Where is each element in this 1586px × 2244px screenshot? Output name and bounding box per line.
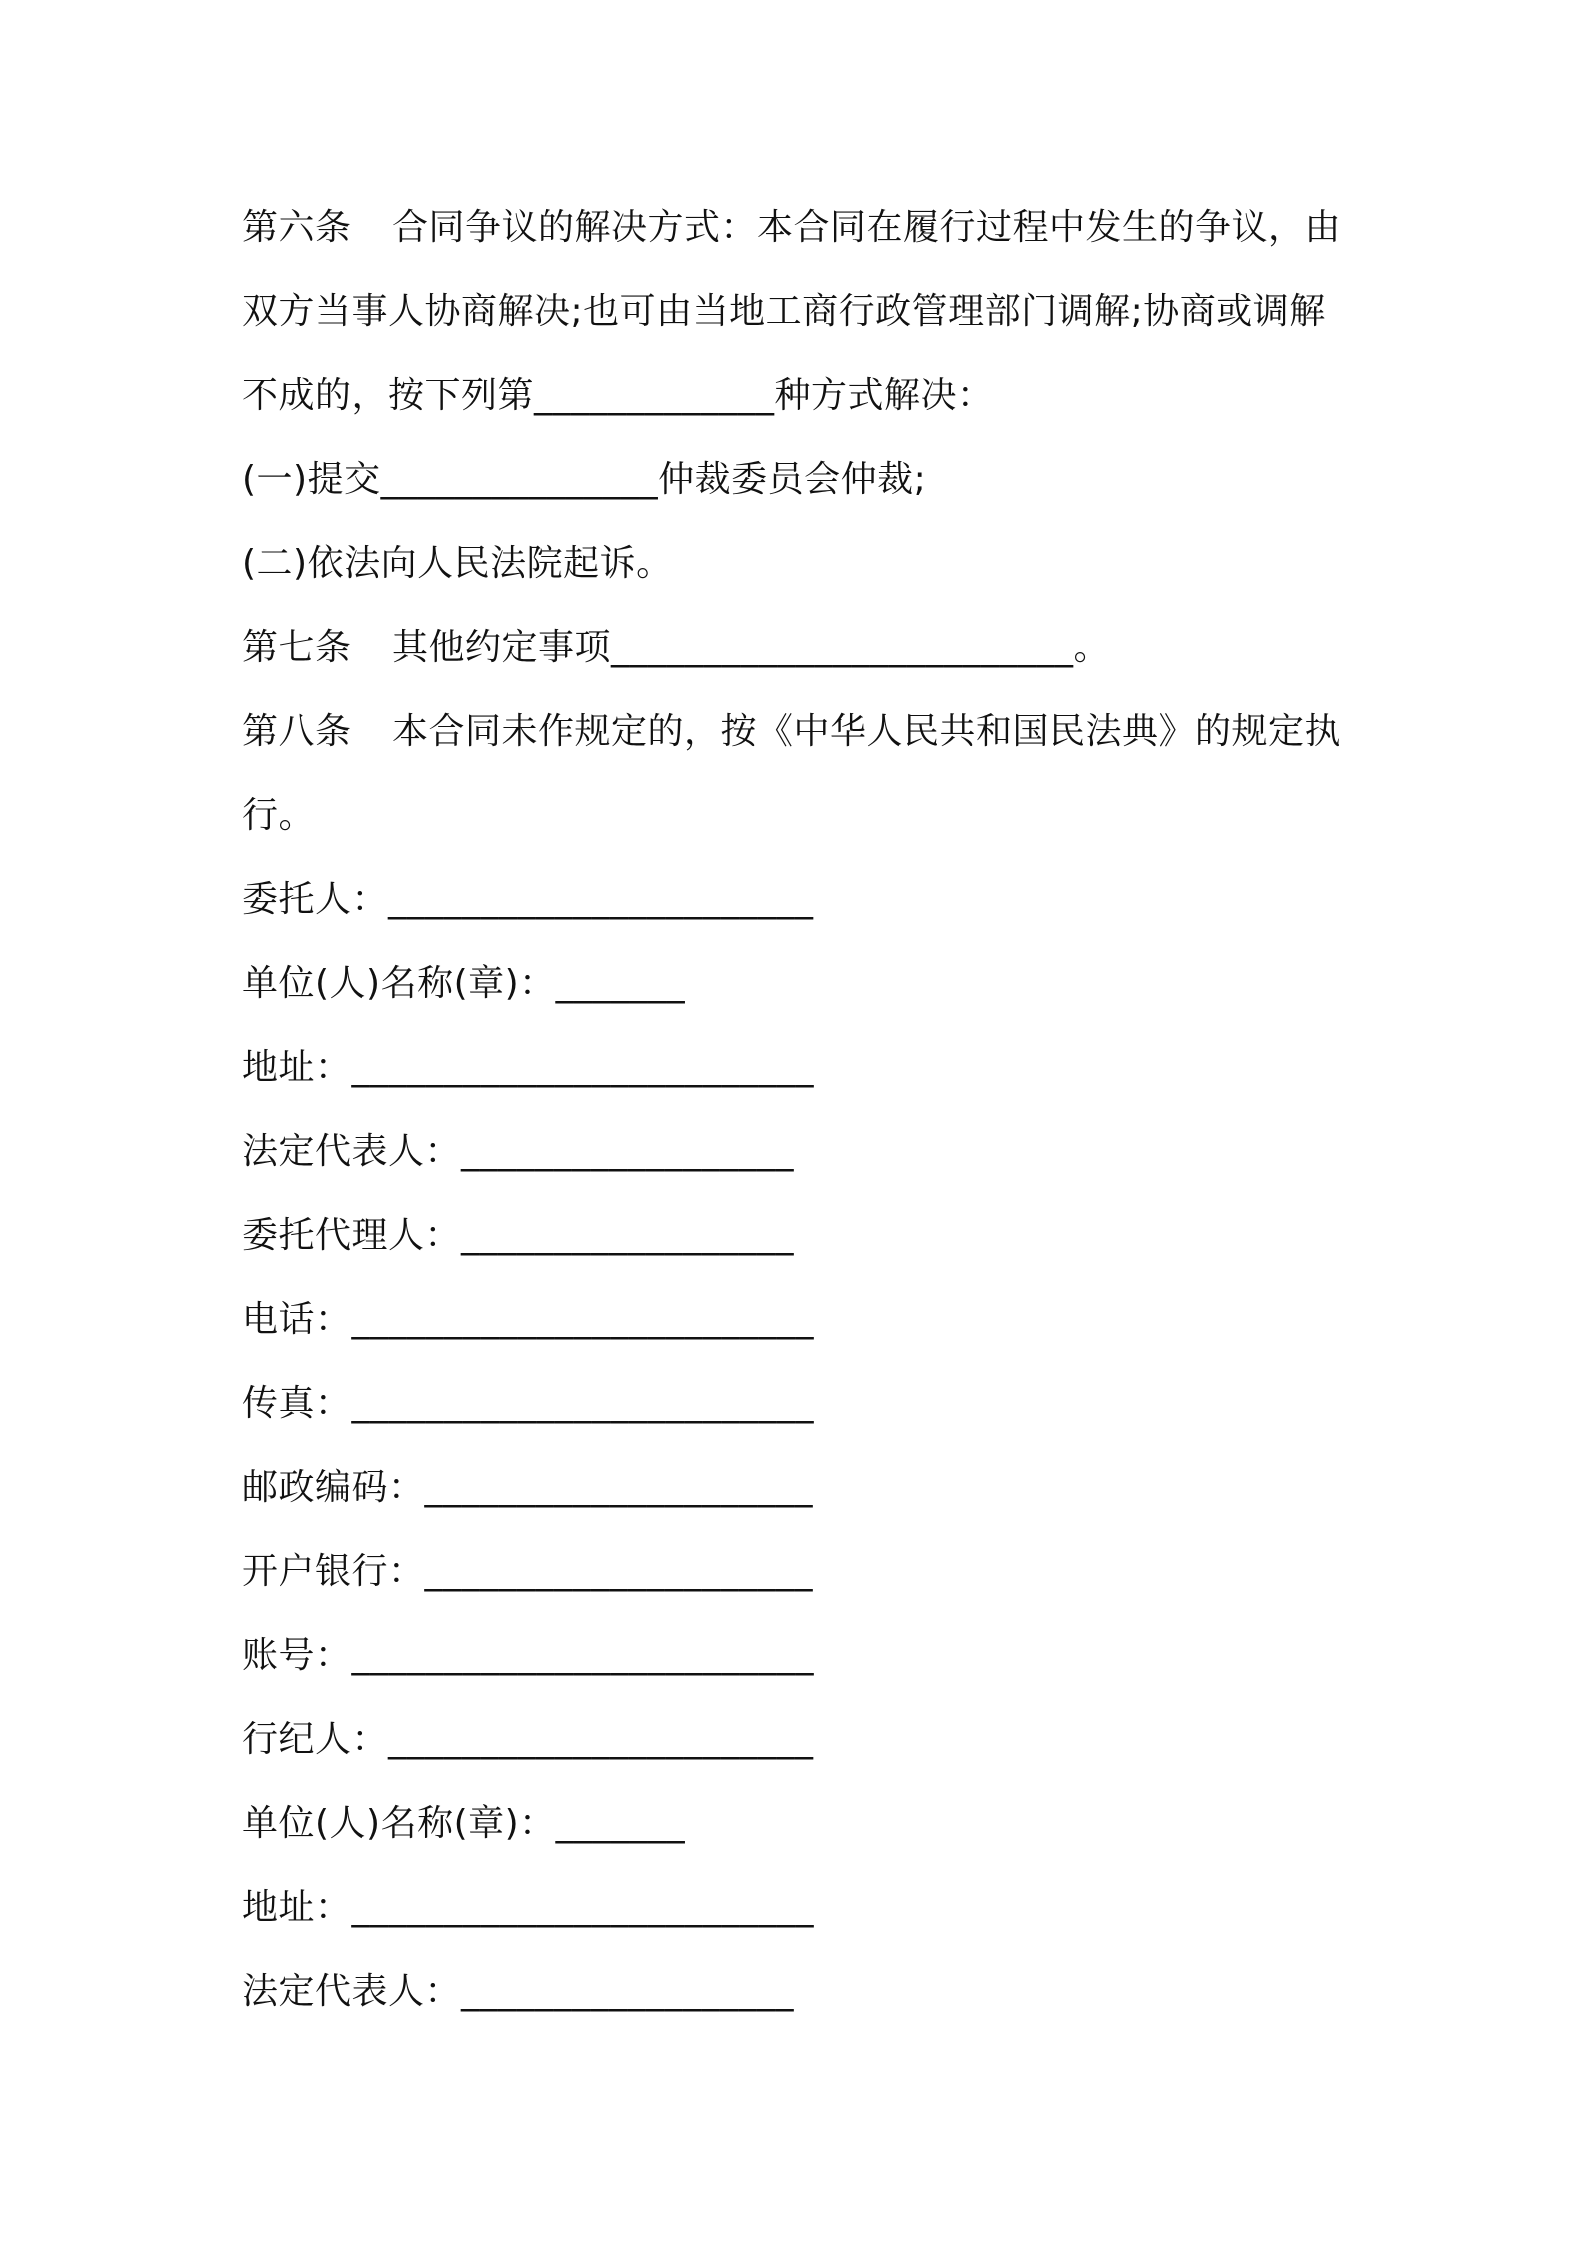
broker-legal-rep: 法定代表人：__________________ bbox=[242, 1971, 795, 2012]
principal-phone: 电话：_________________________ bbox=[242, 1299, 815, 1340]
article-6-option-2: (二)依法向人民法院起诉。 bbox=[242, 543, 673, 584]
article-6-line-1 bbox=[242, 206, 1341, 250]
article-8-number: 第八条 bbox=[242, 711, 352, 752]
broker-label: 行纪人：_______________________ bbox=[242, 1719, 814, 1760]
principal-agent: 委托代理人：__________________ bbox=[242, 1215, 795, 1256]
article-8-text-1: 本合同未作规定的，按《中华人民共和国民法典》的规定执 bbox=[392, 711, 1342, 752]
principal-bank: 开户银行：_____________________ bbox=[242, 1551, 814, 1592]
broker-unit-name: 单位(人)名称(章)：_______ bbox=[242, 1803, 686, 1844]
broker-address: 地址：_________________________ bbox=[242, 1887, 815, 1928]
article-6-number: 第六条 bbox=[242, 207, 352, 248]
article-6-line-2: 双方当事人协商解决;也可由当地工商行政管理部门调解;协商或调解 bbox=[242, 291, 1326, 332]
article-7-text: 其他约定事项_________________________。 bbox=[392, 627, 1111, 668]
article-6-option-1: (一)提交_______________仲裁委员会仲裁; bbox=[242, 459, 927, 500]
principal-address: 地址：_________________________ bbox=[242, 1047, 815, 1088]
principal-unit-name: 单位(人)名称(章)：_______ bbox=[242, 963, 686, 1004]
principal-postcode: 邮政编码：_____________________ bbox=[242, 1467, 814, 1508]
principal-account: 账号：_________________________ bbox=[242, 1635, 815, 1676]
article-7-number: 第七条 bbox=[242, 627, 352, 668]
article-8-line-2: 行。 bbox=[242, 795, 316, 836]
principal-fax: 传真：_________________________ bbox=[242, 1383, 815, 1424]
article-6-line-3: 不成的，按下列第_____________种方式解决： bbox=[242, 375, 994, 416]
principal-legal-rep: 法定代表人：__________________ bbox=[242, 1131, 795, 1172]
principal-label: 委托人：_______________________ bbox=[242, 879, 814, 920]
article-7-line bbox=[242, 626, 1110, 670]
article-8-line-1 bbox=[242, 710, 1341, 754]
article-6-text-1: 合同争议的解决方式：本合同在履行过程中发生的争议，由 bbox=[392, 207, 1342, 248]
